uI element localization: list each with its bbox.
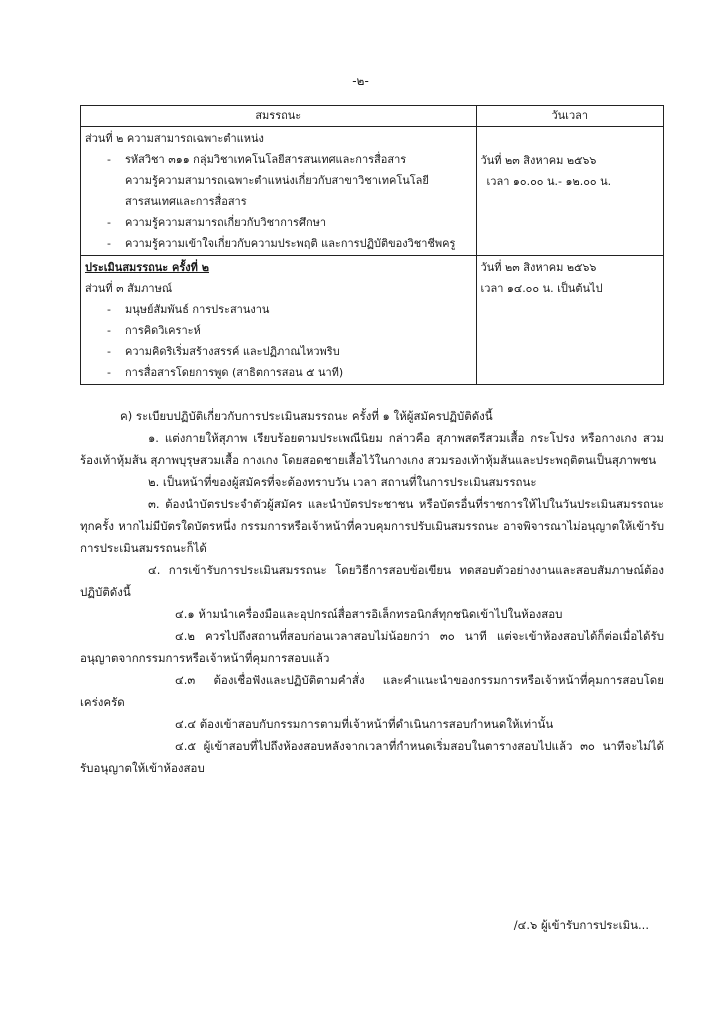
competency-cell <box>81 127 477 256</box>
list-item-line: - รหัสวิชา ๓๑๑ กลุ่มวิชาเทคโนโลยีสารสนเทศและการสื่อสาร <box>125 153 407 166</box>
list-item: - การคิดวิเคราะห์ <box>85 320 472 341</box>
part-title: ส่วนที่ ๓ สัมภาษณ์ <box>85 282 173 295</box>
header-datetime: วันเวลา <box>476 106 663 127</box>
paragraph-item-2: ๒. เป็นหน้าที่ของผู้สมัครที่จะต้องทราบวัน เวลา สถานที่ในการประเมินสมรรถนะ <box>148 475 537 489</box>
subitem-4-3: ๔.๓ ต้องเชื่อฟังและปฏิบัติตามคำสั่ง และคำแนะนำของกรรมการหรือเจ้าหน้าที่คุมการสอบโดยเคร่งครัด <box>80 673 664 709</box>
interview-date: วันที่ ๒๓ สิงหาคม ๒๕๖๖ <box>480 261 597 274</box>
table-row <box>81 127 664 256</box>
section-heading: ค) ระเบียบปฏิบัติเกี่ยวกับการประเมินสมรรถนะ ครั้งที่ ๑ ให้ผู้สมัครปฏิบัติดังนี้ <box>120 409 493 423</box>
table-row <box>81 256 664 385</box>
subitem-4-5: ๔.๕ ผู้เข้าสอบที่ไปถึงห้องสอบหลังจากเวลาที่กำหนดเริ่มสอบในตารางสอบไปแล้ว ๓๐ นาทีจะไม่ได้รับอนุญาตให้เข้าห้องสอบ <box>80 739 664 775</box>
list-item: - การสื่อสารโดยการพูด (สาธิตการสอน ๕ นาที) <box>85 362 472 383</box>
regulations-section <box>80 405 664 779</box>
list-item: - ความรู้ความสามารถเกี่ยวกับวิชาการศึกษา <box>85 212 472 233</box>
competency-cell <box>81 256 477 385</box>
paragraph-item-1: ๑. แต่งกายให้สุภาพ เรียบร้อยตามประเพณีนิยม กล่าวคือ สุภาพสตรีสวมเสื้อ กระโปรง หรือกางเกง สวมร้องเท้าหุ้มส้น สุภาพบุรุษสวมเสื้อ กางเกง โดยสอดชายเสื้อไว้ในกางเกง สวมรองเท้าหุ้มส้นและประพฤติตนเป็นสุภาพชน <box>80 431 664 467</box>
exam-date: วันที่ ๒๓ สิงหาคม ๒๕๖๖ <box>480 154 597 167</box>
paragraph-item-4: ๔. การเข้ารับการประเมินสมรรถนะ โดยวิธีการสอบข้อเขียน ทดสอบตัวอย่างงานและสอบสัมภาษณ์ต้องปฏิบัติดังนี้ <box>80 563 664 599</box>
paragraph-item-3: ๓. ต้องนำบัตรประจำตัวผู้สมัคร และนำบัตรประชาชน หรือบัตรอื่นที่ราชการให้ไปในวันประเมินสมรรถนะทุกครั้ง หากไม่มีบัตรใดบัตรหนึ่ง กรรมการหรือเจ้าหน้าที่ควบคุมการปรับเมินสมรรถนะ อาจพิจารณาไม่อนุญาตให้เข้ารับการประเมินสมรรถนะก็ได้ <box>80 497 664 555</box>
subitem-4-2: ๔.๒ ควรไปถึงสถานที่สอบก่อนเวลาสอบไม่น้อยกว่า ๓๐ นาที แต่จะเข้าห้องสอบได้ก็ต่อเมื่อได้รับอนุญาตจากกรรมการหรือเจ้าหน้าที่คุมการสอบแล้ว <box>80 629 664 665</box>
list-item-line: สารสนเทศและการสื่อสาร <box>125 195 247 208</box>
list-item-line: ความรู้ความสามารถเฉพาะตำแหน่งเกี่ยวกับสาขาวิชาเทคโนโลยี <box>125 174 429 187</box>
list-item <box>85 149 472 212</box>
table-header-row <box>81 106 664 127</box>
subitem-4-1: ๔.๑ ห้ามนำเครื่องมือและอุปกรณ์สื่อสารอิเล็กทรอนิกส์ทุกชนิดเข้าไปในห้องสอบ <box>175 607 563 621</box>
list-item: - ความรู้ความเข้าใจเกี่ยวกับความประพฤติ และการปฏิบัติของวิชาชีพครู <box>85 233 472 254</box>
list-item: - มนุษย์สัมพันธ์ การประสานงาน <box>85 299 472 320</box>
header-competency: สมรรถนะ <box>81 106 477 127</box>
exam-time: เวลา ๑๐.๐๐ น.- ๑๒.๐๐ น. <box>486 175 612 188</box>
subitem-4-4: ๔.๔ ต้องเข้าสอบกับกรรมการตามที่เจ้าหน้าที่ดำเนินการสอบกำหนดให้เท่านั้น <box>175 717 554 731</box>
continuation-note: /๔.๖ ผู้เข้ารับการประเมิน... <box>513 918 649 932</box>
interview-time: เวลา ๑๔.๐๐ น. เป็นต้นไป <box>480 282 603 295</box>
assessment-title: ประเมินสมรรถนะ ครั้งที่ ๒ <box>85 261 209 274</box>
page-number: -๒- <box>352 74 369 88</box>
competency-list <box>85 149 472 254</box>
list-item: - ความคิดริเริ่มสร้างสรรค์ และปฏิภาณไหวพริบ <box>85 341 472 362</box>
part-title: ส่วนที่ ๒ ความสามารถเฉพาะตำแหน่ง <box>85 132 264 145</box>
competency-schedule-table <box>80 105 664 385</box>
datetime-cell <box>476 256 663 385</box>
datetime-cell <box>476 127 663 256</box>
competency-list <box>85 299 472 383</box>
